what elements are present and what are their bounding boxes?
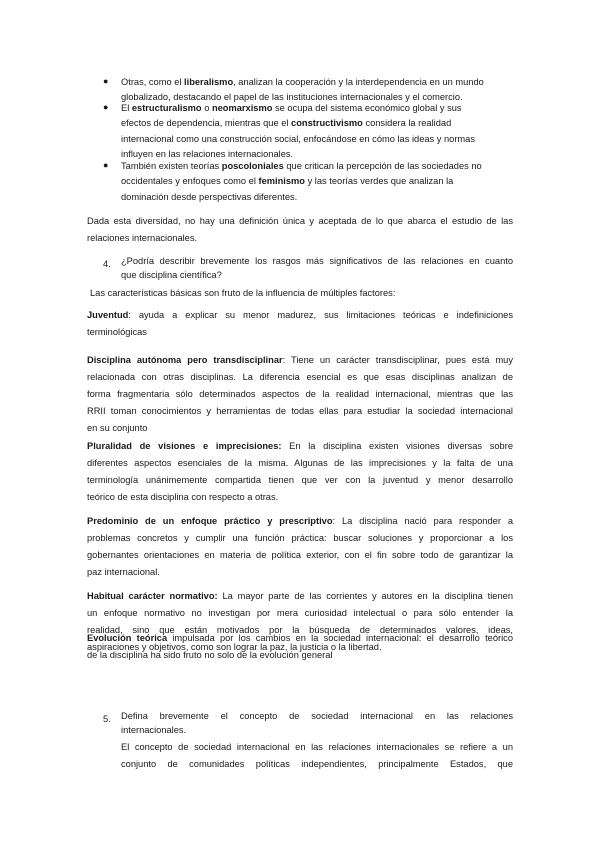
text-line: problemas concretos y cumplir una función práctica: buscar soluciones y proporcionar a los <box>87 533 513 543</box>
bullet-text-line: globalizado, destacando el papel de las instituciones internacionales y el comercio. <box>121 92 463 103</box>
bullet-text-line: occidentales y enfoques como el feminismo y las teorías verdes que analizan la <box>121 176 454 187</box>
bullet-text-line: También existen teorías poscoloniales que critican la percepción de las sociedades no <box>121 161 482 171</box>
characteristic-paragraph <box>87 307 513 341</box>
text-line: Disciplina autónoma pero transdisciplinar: Tiene un carácter transdisciplinar, pues está muy <box>87 355 514 365</box>
diversity-paragraph <box>87 213 513 247</box>
question-number: 5. <box>103 714 111 724</box>
bold-term: poscoloniales <box>221 161 284 171</box>
characteristic-paragraph <box>87 630 513 664</box>
text-line: un enfoque normativo no investigan por mera curiosidad intelectual o para sólo entender la <box>87 608 513 618</box>
text-line: de la disciplina ha sido fruto no solo de la evolución general <box>87 650 333 660</box>
bullet-text-line: influyen en las relaciones internacionales. <box>121 148 294 159</box>
text-line: Juventud: ayuda a explicar su menor madurez, sus limitaciones teóricas e indefiniciones <box>87 310 513 320</box>
bold-term: Habitual carácter normativo: <box>87 591 218 601</box>
text-line: forma fragmentaria sólo determinados aspectos de la realidad internacional, mientras que las <box>87 389 513 399</box>
bullet-text-line: Otras, como el liberalismo, analizan la cooperación y la interdependencia en un mundo <box>121 77 484 87</box>
text-line: realidad, sino que están motivados por la búsqueda de determinados valores, ideas, <box>87 625 513 635</box>
characteristic-paragraph <box>87 438 513 506</box>
text-line: relaciones internacionales. <box>87 233 198 243</box>
characteristics-intro: Las características básicas son fruto de la influencia de múltiples factores: <box>90 288 396 298</box>
text-line: en su conjunto <box>87 423 148 433</box>
question-text-line: Defina brevemente el concepto de sociedad internacional en las relaciones <box>121 711 513 721</box>
bold-term: liberalismo <box>184 77 234 87</box>
question-text-line: internacionales. <box>121 725 187 735</box>
bold-term: neomarxismo <box>211 103 273 113</box>
text-line: relacionada con otras disciplinas. La diferencia esencial es que esas disciplinas analizan de <box>87 372 513 382</box>
bullet-icon: ● <box>103 76 109 86</box>
bold-term: Pluralidad de visiones e imprecisiones: <box>87 441 282 451</box>
text-line: teórico de esta disciplina con respecto a otras. <box>87 492 279 502</box>
bullet-text-line: dominación desde perspectivas diferentes. <box>121 191 298 202</box>
text-line: paz internacional. <box>87 567 160 577</box>
text-line: aspiraciones y objetivos, como son lograr la paz, la justicia o la libertad. <box>87 642 382 652</box>
text-line: Dada esta diversidad, no hay una definición única y aceptada de lo que abarca el estudio de las <box>87 216 513 226</box>
bold-term: Juventud <box>87 310 129 320</box>
bold-term: Disciplina autónoma pero transdisciplinar <box>87 355 283 365</box>
answer-text-line: El concepto de sociedad internacional en las relaciones internacionales se refiere a un <box>121 742 513 752</box>
characteristic-paragraph <box>87 352 513 437</box>
question-text-line: que disciplina científica? <box>121 270 222 280</box>
text-line: Predominio de un enfoque práctico y prescriptivo: La disciplina nació para responder a <box>87 516 513 526</box>
text-line: RRII toman conocimientos y herramientas de todas ellas para estudiar la sociedad internacional <box>87 406 513 416</box>
text-line: Pluralidad de visiones e imprecisiones: En la disciplina existen visiones diversas sobre <box>87 441 513 451</box>
text-line: diferentes aspectos esenciales de la misma. Algunas de las imprecisiones y la falta de una <box>87 458 513 468</box>
bold-term: Predominio de un enfoque práctico y prescriptivo <box>87 516 333 526</box>
characteristic-paragraph <box>87 513 513 581</box>
text-line: terminológicas <box>87 327 147 337</box>
text-line: terminología unánimemente compartida tienen que ver con la juventud y menor desarrollo <box>87 475 513 485</box>
bullet-text-line: El estructuralismo o neomarxismo se ocupa del sistema económico global y sus <box>121 103 462 113</box>
question-number: 4. <box>103 259 111 269</box>
text-line: Evolución teórica impulsada por los cambios en la sociedad internacional: el desarrollo teórico <box>87 633 513 643</box>
bullet-text-line: internacional como una construcción social, enfocándose en cómo las ideas y normas <box>121 133 475 144</box>
bold-term: constructivismo <box>291 118 363 129</box>
bullet-text-line: efectos de dependencia, mientras que el constructivismo considera la realidad <box>121 118 452 129</box>
question-text-line: ¿Podría describir brevemente los rasgos más significativos de las relaciones en cuanto <box>121 256 513 266</box>
answer-text-line: conjunto de comunidades políticas independientes, principalmente Estados, que <box>121 759 513 769</box>
bold-term: feminismo <box>258 176 305 187</box>
text-line: gobernantes orientaciones en materia de política exterior, con el fin sobre todo de garantizar la <box>87 550 513 560</box>
bullet-icon: ● <box>103 160 109 170</box>
bold-term: estructuralismo <box>131 103 202 113</box>
text-line: Habitual carácter normativo: La mayor parte de las corrientes y autores en la disciplina tienen <box>87 591 513 601</box>
bullet-icon: ● <box>103 102 109 112</box>
bold-term: Evolución teórica <box>87 633 168 643</box>
